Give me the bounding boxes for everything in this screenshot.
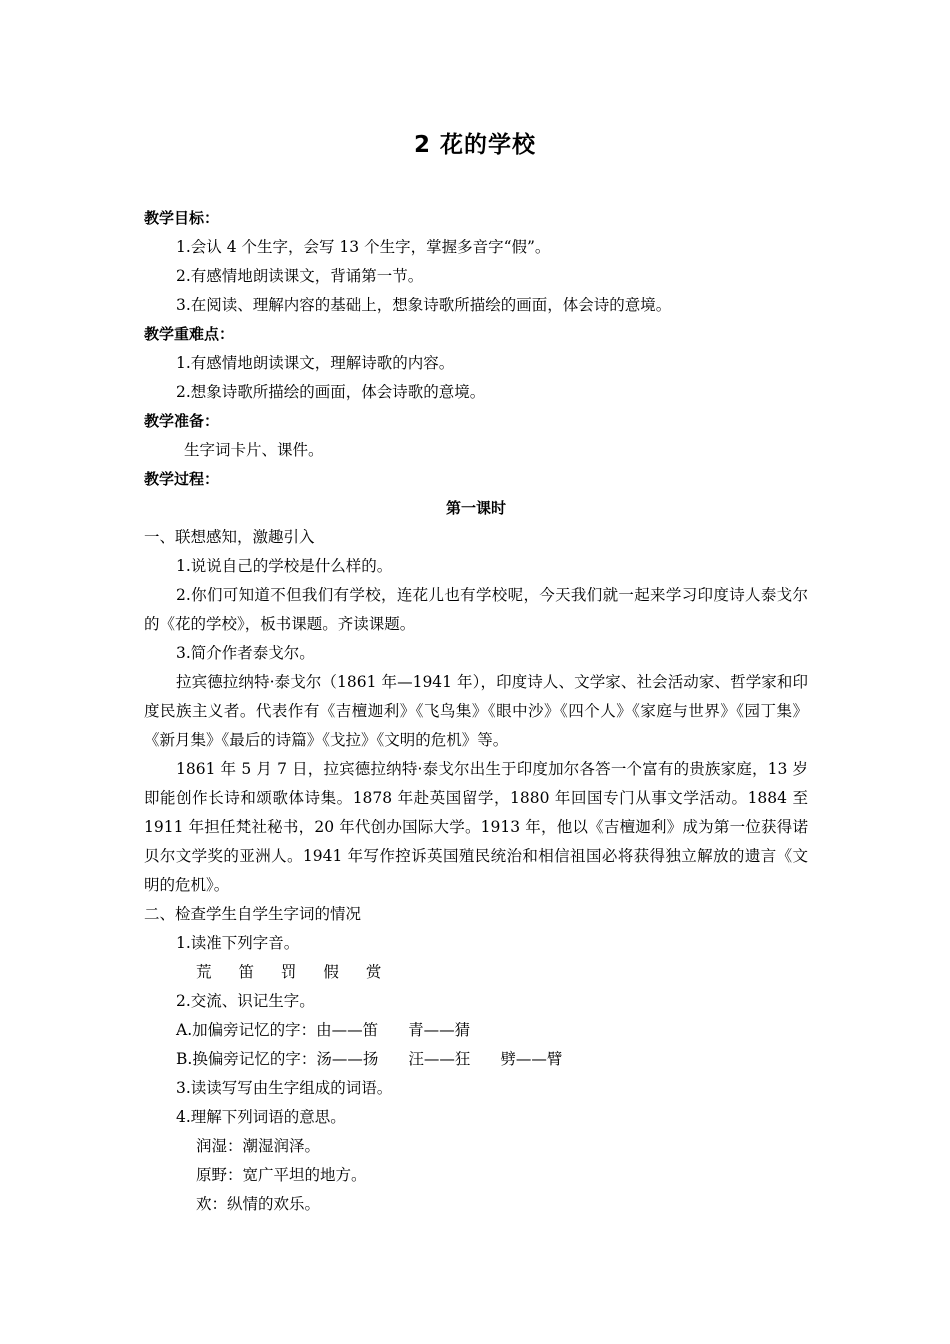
word-definition: 欢：纵情的欢乐。 <box>196 1195 321 1213</box>
prep-heading: 教学准备： <box>144 412 220 430</box>
part1-item: 3.简介作者泰戈尔。 <box>176 644 315 662</box>
char: 荒 <box>196 963 212 981</box>
radical-pair: 青——猜 <box>408 1021 471 1039</box>
radical-pair: 汪——狂 <box>408 1050 471 1068</box>
keypoint-item: 1.有感情地朗读课文，理解诗歌的内容。 <box>176 354 455 372</box>
page-title: 2 花的学校 <box>413 132 536 158</box>
prep-text: 生字词卡片、课件。 <box>184 441 324 459</box>
part2-item: 4.理解下列词语的意思。 <box>176 1108 346 1126</box>
process-heading: 教学过程： <box>144 470 220 488</box>
part2-heading: 二、检查学生自学生字词的情况 <box>144 905 362 923</box>
word-definition: 润湿：潮湿润泽。 <box>196 1137 321 1155</box>
part1-heading: 一、联想感知，激趣引入 <box>144 528 315 546</box>
radical-pair: 由——笛 <box>316 1021 379 1039</box>
char: 赏 <box>365 963 382 981</box>
radical-swap-label: B.换偏旁记忆的字： <box>176 1050 317 1068</box>
radical-pair: 劈——臂 <box>500 1050 563 1068</box>
part1-item: 2.你们可知道不但我们有学校，连花儿也有学校呢，今天我们就一起来学习印度诗人泰戈尔的《花的学校》，板书课题。齐读课题。 <box>144 586 808 633</box>
radical-pair: 汤——扬 <box>316 1050 379 1068</box>
char-list <box>144 958 808 987</box>
word-definition: 原野：宽广平坦的地方。 <box>196 1166 367 1184</box>
char: 笛 <box>238 963 254 981</box>
char: 罚 <box>280 963 297 981</box>
goal-item: 2.有感情地朗读课文，背诵第一节。 <box>176 267 424 285</box>
keypoint-item: 2.想象诗歌所描绘的画面，体会诗歌的意境。 <box>176 383 486 401</box>
author-bio-paragraph: 1861 年 5 月 7 日，拉宾德拉纳特·泰戈尔出生于印度加尔各答一个富有的贵族家庭，13 岁即能创作长诗和颂歌体诗集。1878 年赴英国留学，1880 年回国专门从事文学活动。1884 至 1911 年担任梵社秘书，20 年代创办国际大学。1913 年，他以《吉檀迦利》成为第一位获得诺贝尔文学奖的亚洲人。1941 年写作控诉英国殖民统治和相信祖国必将获得独立解放的遗言《文明的危机》。 <box>144 760 808 894</box>
part2-item: 1.读准下列字音。 <box>176 934 300 952</box>
author-bio-paragraph: 拉宾德拉纳特·泰戈尔（1861 年—1941 年），印度诗人、文学家、社会活动家、哲学家和印度民族主义者。代表作有《吉檀迦利》《飞鸟集》《眼中沙》《四个人》《家庭与世界》《园丁集》《新月集》《最后的诗篇》《戈拉》《文明的危机》等。 <box>144 673 808 749</box>
keypoints-heading: 教学重难点： <box>144 325 235 343</box>
part2-item: 2.交流、识记生字。 <box>176 992 315 1010</box>
goal-item: 3.在阅读、理解内容的基础上，想象诗歌所描绘的画面，体会诗的意境。 <box>176 296 672 314</box>
radical-add-line <box>144 1016 808 1045</box>
lesson-title: 第一课时 <box>445 499 506 517</box>
goal-item: 1.会认 4 个生字，会写 13 个生字，掌握多音字“假”。 <box>176 238 551 256</box>
document-body <box>144 204 808 1219</box>
radical-add-label: A.加偏旁记忆的字： <box>176 1021 317 1039</box>
char: 假 <box>323 963 339 981</box>
part2-item: 3.读读写写由生字组成的词语。 <box>176 1079 393 1097</box>
radical-swap-line <box>144 1045 808 1074</box>
part1-item: 1.说说自己的学校是什么样的。 <box>176 557 393 575</box>
goals-heading: 教学目标： <box>144 209 220 227</box>
